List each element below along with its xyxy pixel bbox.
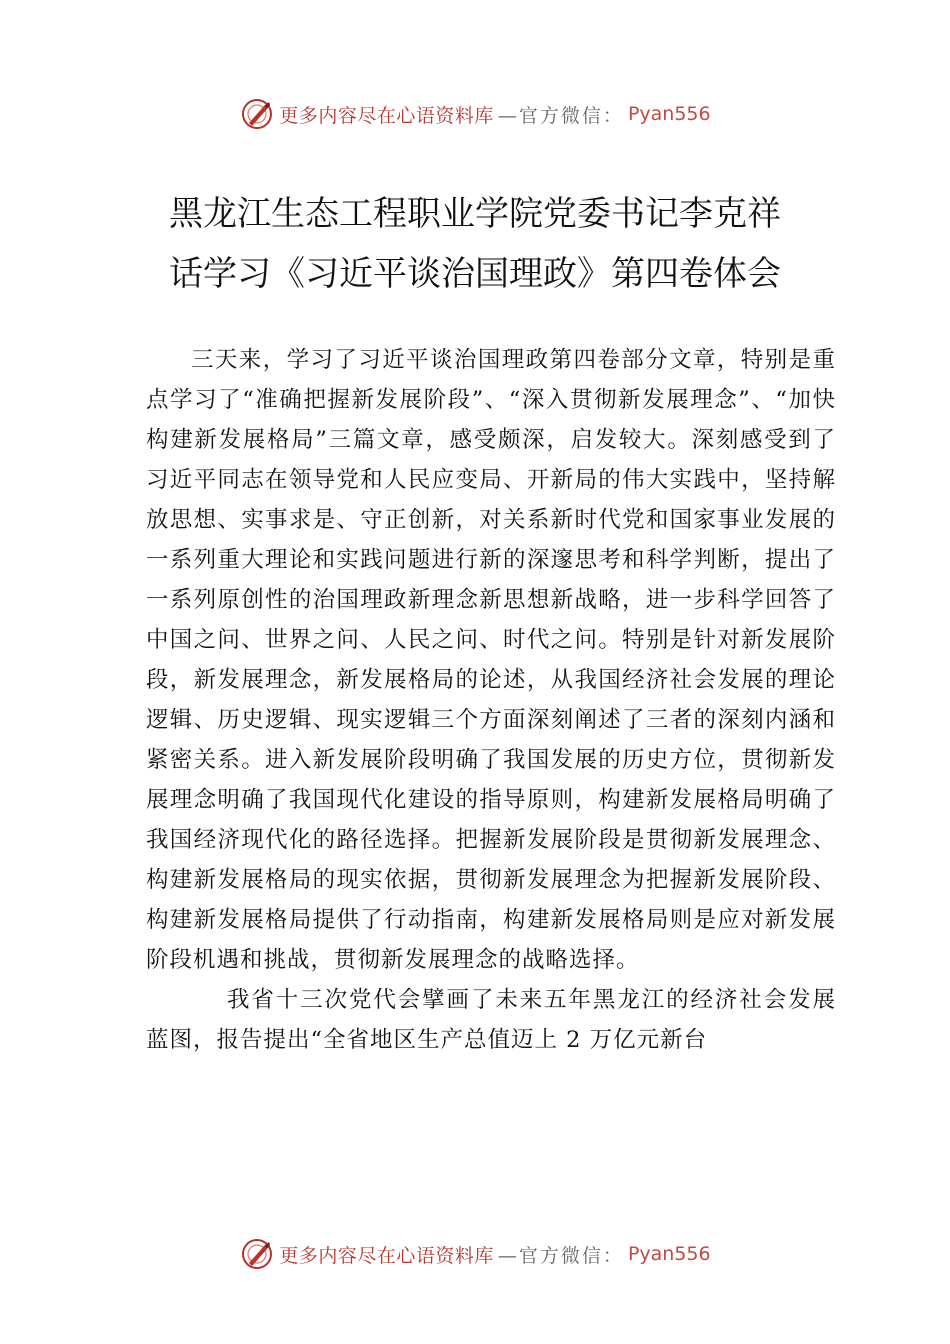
paragraph-2: 我省十三次党代会擘画了未来五年黑龙江的经济社会发展蓝图，报告提出“全省地区生产总值迈上 2 万亿元新台 [146, 987, 836, 1053]
banner-wechat-id: Pyan556 [627, 1243, 711, 1265]
header-banner [0, 96, 950, 132]
banner-wechat-id: Pyan556 [627, 103, 711, 125]
title-line-1: 黑龙江生态工程职业学院党委书记李克祥 [169, 194, 781, 234]
logo-icon [239, 96, 275, 132]
title-line-2: 话学习《习近平谈治国理政》第四卷体会 [169, 254, 781, 294]
banner-text: 更多内容尽在心语资料库 [279, 1244, 494, 1267]
banner-suffix: —官方微信： [497, 1244, 624, 1267]
document-title [0, 184, 950, 304]
banner-text: 更多内容尽在心语资料库 [279, 104, 494, 127]
footer-banner [0, 1236, 950, 1272]
document-body [146, 340, 836, 1060]
logo-icon [239, 1236, 275, 1272]
paragraph-1: 三天来，学习了习近平谈治国理政第四卷部分文章，特别是重点学习了“准确把握新发展阶段”、“深入贯彻新发展理念”、“加快构建新发展格局”三篇文章，感受颇深，启发较大。深刻感受到了习近平同志在领导党和人民应变局、开新局的伟大实践中，坚持解放思想、实事求是、守正创新，对关系新时代党和国家事业发展的一系列重大理论和实践问题进行新的深邃思考和科学判断，提出了一系列原创性的治国理政新理念新思想新战略，进一步科学回答了中国之问、世界之问、人民之问、时代之问。特别是针对新发展阶段，新发展理念，新发展格局的论述，从我国经济社会发展的理论逻辑、历史逻辑、现实逻辑三个方面深刻阐述了三者的深刻内涵和紧密关系。进入新发展阶段明确了我国发展的历史方位，贯彻新发展理念明确了我国现代化建设的指导原则，构建新发展格局明确了我国经济现代化的路径选择。把握新发展阶段是贯彻新发展理念、构建新发展格局的现实依据，贯彻新发展理念为把握新发展阶段、构建新发展格局提供了行动指南，构建新发展格局则是应对新发展阶段机遇和挑战，贯彻新发展理念的战略选择。 [146, 347, 836, 973]
banner-suffix: —官方微信： [497, 104, 624, 127]
